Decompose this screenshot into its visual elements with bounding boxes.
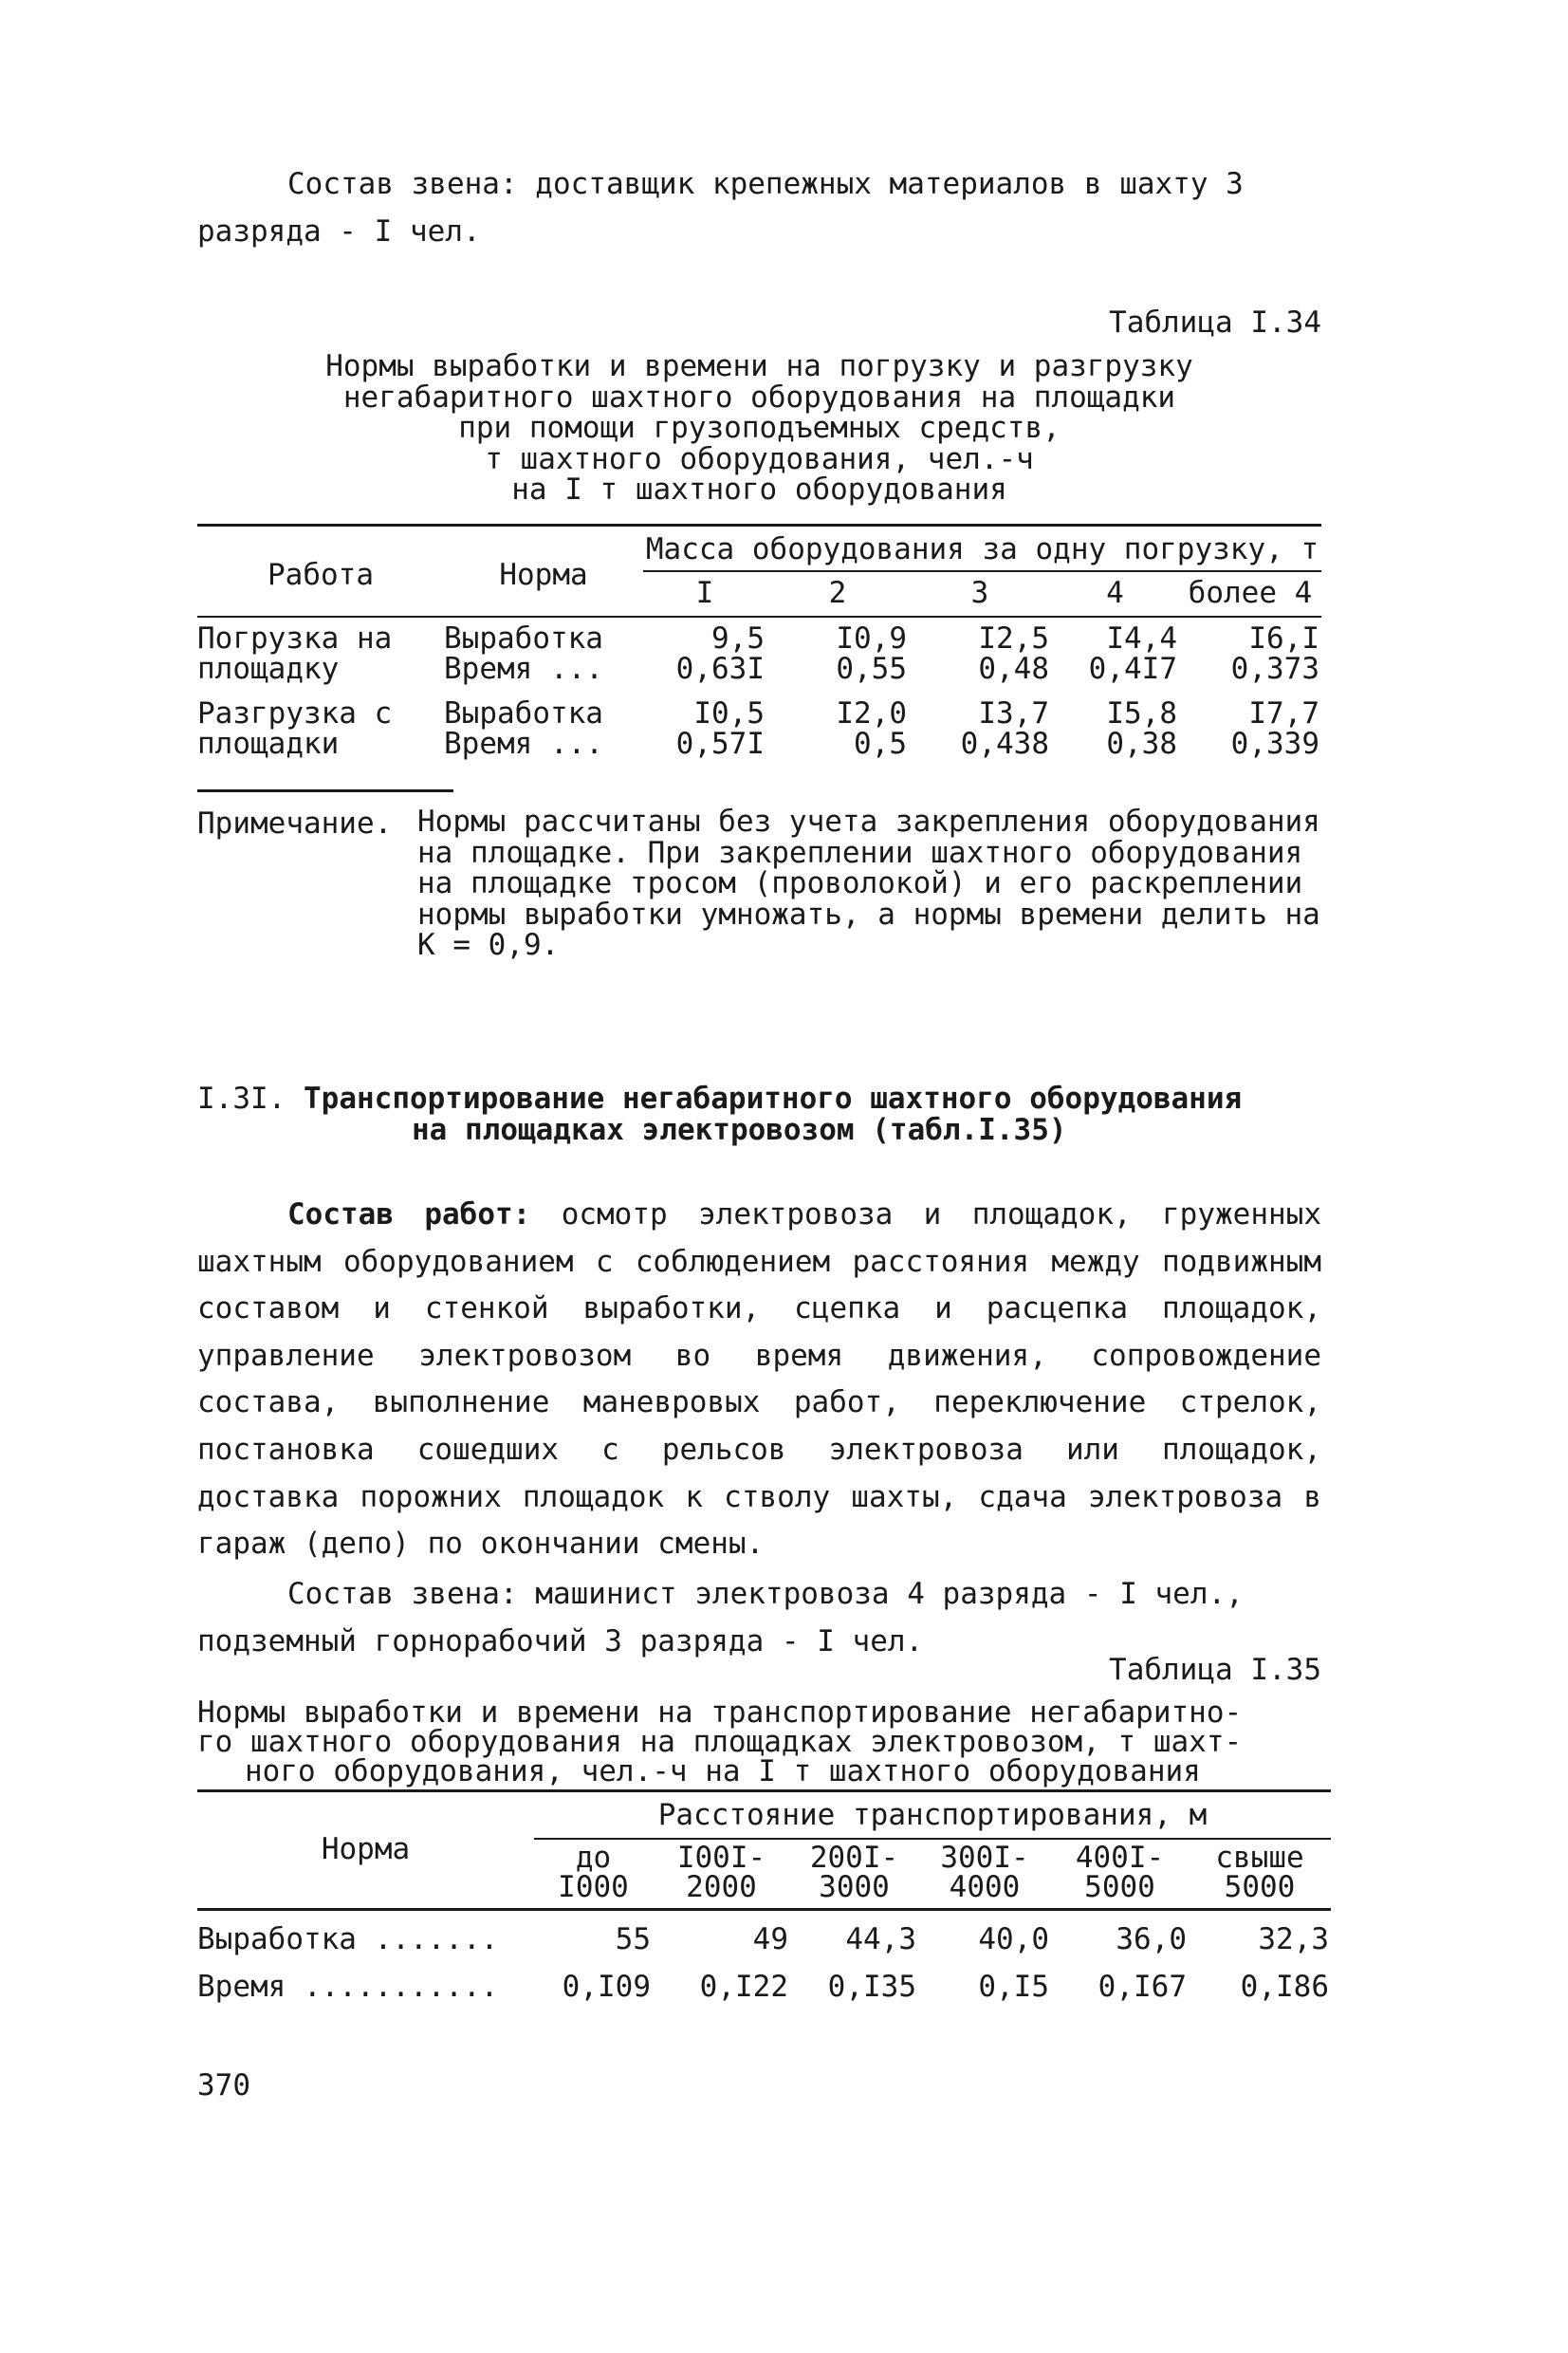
value-cell: 0,I22 (699, 1969, 788, 2004)
table-135-caption (197, 1695, 1336, 1788)
value-cell: 0,I35 (827, 1969, 916, 2004)
work-composition (197, 1192, 1321, 1568)
work-cell: площадки (197, 727, 340, 762)
value-cell: 0,57I (675, 727, 765, 762)
header-col: I00I- (676, 1840, 766, 1875)
header-col: 3 (970, 575, 989, 610)
note-label: Примечание. (197, 806, 393, 841)
header-col: 4000 (949, 1869, 1021, 1904)
value-cell: I0,9 (836, 621, 907, 656)
table-row (197, 617, 1321, 685)
value-cell: 49 (752, 1921, 788, 1956)
value-cell: 0,38 (1106, 727, 1177, 762)
caption-line: при помощи грузоподъемных средств, (458, 411, 1061, 446)
caption-line: негабаритного шахтного оборудования на площадки (342, 380, 1176, 415)
value-cell: 0,63I (675, 652, 765, 687)
table-134-label: Таблица I.34 (1109, 306, 1321, 340)
value-cell: 9,5 (711, 621, 765, 656)
norm-cell: Выработка (444, 695, 603, 731)
value-cell: I7,7 (1248, 695, 1319, 731)
caption-line: т шахтного оборудования, чел.-ч (485, 441, 1034, 476)
value-cell: 55 (615, 1921, 651, 1956)
work-cell: Погрузка на (197, 621, 393, 656)
header-col: 5000 (1224, 1869, 1296, 1904)
norm-cell: Время ... (444, 652, 603, 687)
value-cell: 0,4I7 (1088, 652, 1177, 687)
section-title: Транспортирование негабаритного шахтного оборудования (304, 1082, 1243, 1116)
value-cell: 0,48 (978, 652, 1049, 687)
table-row (197, 1958, 1331, 2006)
work-text: осмотр электровоза и площадок, груженных шахтным оборудованием с соблюдением расстояния между подвижным составом и стенкой выработки, сцепка и расцепка площадок, управление электровозом во время движения, сопровождение состава, выполнение маневровых работ, переключение стрелок, постановка сошедших с рельсов электровоза или площадок, доставка порожних площадок к стволу шахты, сдача электровоза в гараж (депо) по окончании смены. (197, 1197, 1321, 1562)
value-cell: I6,I (1248, 621, 1319, 656)
table-row (197, 685, 1321, 760)
value-cell: I2,0 (836, 695, 907, 731)
value-cell: 32,3 (1258, 1921, 1329, 1956)
section-number: I.3I. (197, 1082, 286, 1116)
value-cell: 44,3 (845, 1921, 916, 1956)
header-col: до (575, 1840, 612, 1875)
header-mass: Масса оборудования за одну погрузку, т (643, 526, 1321, 571)
value-cell: 0,I09 (562, 1969, 651, 2004)
table-134-caption (197, 351, 1321, 506)
work-cell: площадку (197, 652, 340, 687)
norm-cell: Время ... (444, 727, 603, 762)
header-col: свыше (1215, 1840, 1304, 1875)
header-col: 4 (1106, 575, 1124, 610)
table-134-note (197, 806, 1321, 961)
value-cell: I4,4 (1106, 621, 1177, 656)
caption-line: ного оборудования, чел.-ч на I т шахтного оборудования (245, 1754, 1201, 1788)
work-label: Состав работ: (287, 1197, 531, 1232)
table-134 (197, 524, 1321, 760)
value-cell: 36,0 (1116, 1921, 1187, 1956)
value-cell: I5,8 (1106, 695, 1177, 731)
crew-paragraph: Состав звена: доставщик крепежных материалов в шахту 3 разряда - I чел. (197, 167, 1244, 249)
norm-cell: Выработка ....... (197, 1921, 499, 1956)
section-crew: Состав звена: машинист электровоза 4 разряда - I чел., подземный горнорабочий 3 разряда - I чел. (197, 1577, 1244, 1658)
caption-line: Нормы выработки и времени на погрузку и разгрузку (325, 349, 1193, 383)
caption-line: Нормы выработки и времени на транспортирование негабаритно- (197, 1695, 1243, 1730)
value-cell: 0,I5 (978, 1969, 1049, 2004)
header-col: 400I- (1075, 1840, 1165, 1875)
header-norm: Норма (321, 1832, 411, 1866)
value-cell: I2,5 (978, 621, 1049, 656)
header-col: 2 (828, 575, 847, 610)
table-135-label: Таблица I.35 (1109, 1653, 1321, 1687)
work-cell: Разгрузка с (197, 695, 393, 731)
header-col: I (695, 575, 714, 610)
value-cell: I0,5 (693, 695, 765, 731)
norm-cell: Выработка (444, 621, 603, 656)
header-col: I000 (558, 1869, 629, 1904)
caption-line: го шахтного оборудования на площадках электровозом, т шахт- (197, 1725, 1243, 1759)
header-distance: Расстояние транспортирования, м (534, 1791, 1331, 1839)
value-cell: 40,0 (978, 1921, 1049, 1956)
norm-cell: Время ........... (197, 1969, 499, 2004)
page-number: 370 (197, 2068, 250, 2103)
note-text: Нормы рассчитаны без учета закрепления оборудования на площадке. При закреплении шахтного оборудования на площадке тросом (проволокой) и его раскреплении нормы выработки умножать, а нормы времени делить на К = 0,9. (417, 805, 1320, 963)
header-col: 2000 (686, 1869, 757, 1904)
section-heading (197, 1084, 1336, 1145)
header-col: более 4 (1188, 575, 1313, 610)
header-col: 300I- (940, 1840, 1029, 1875)
value-cell: 0,339 (1230, 727, 1319, 762)
value-cell: 0,373 (1230, 652, 1319, 687)
table-135 (197, 1789, 1331, 2005)
section-title-line2: на площадках электровозом (табл.I.35) (412, 1112, 1067, 1147)
value-cell: 0,I86 (1240, 1969, 1329, 2004)
value-cell: I3,7 (978, 695, 1049, 731)
value-cell: 0,55 (836, 652, 907, 687)
table-row (197, 1909, 1331, 1957)
header-work: Работа (267, 557, 374, 592)
value-cell: 0,5 (854, 727, 907, 762)
header-col: 200I- (809, 1840, 899, 1875)
header-col: 5000 (1084, 1869, 1155, 1904)
header-col: 3000 (819, 1869, 890, 1904)
value-cell: 0,I67 (1098, 1969, 1187, 2004)
header-norm: Норма (499, 557, 588, 592)
table-footline (197, 789, 453, 792)
caption-line: на I т шахтного оборудования (511, 472, 1007, 508)
value-cell: 0,438 (960, 727, 1049, 762)
